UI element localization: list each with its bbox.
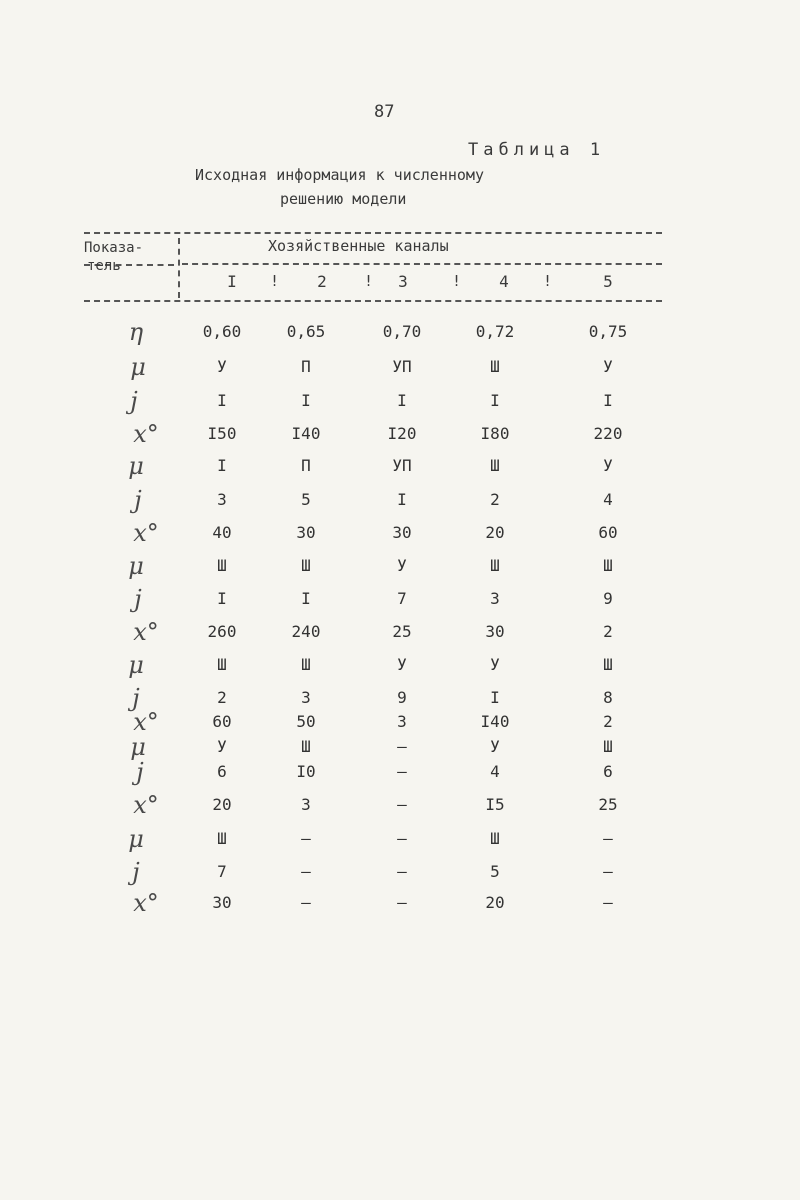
table-title-line1: Исходная информация к численному	[195, 166, 484, 184]
table-cell: I80	[480, 424, 510, 443]
table-cell: 25	[598, 795, 618, 814]
table-label: Таблица 1	[468, 140, 606, 160]
table-cell: 9	[397, 688, 407, 707]
table-cell: I	[397, 490, 407, 509]
table-cell: 20	[485, 523, 505, 542]
table-cell: У	[397, 655, 407, 674]
table-cell: Ш	[301, 556, 311, 575]
column-separator: !	[364, 272, 374, 290]
table-cell: 3	[301, 795, 311, 814]
table-cell: У	[490, 655, 500, 674]
row-label: j	[134, 585, 142, 613]
table-cell: –	[397, 737, 407, 756]
header-bottom-rule	[84, 300, 662, 302]
table-cell: 0,65	[286, 322, 326, 341]
table-cell: I	[301, 589, 311, 608]
table-cell: 20	[485, 893, 505, 912]
table-cell: Ш	[490, 829, 500, 848]
table-cell: –	[397, 862, 407, 881]
table-cell: 7	[397, 589, 407, 608]
row-label: j	[134, 486, 142, 514]
table-cell: 0,75	[588, 322, 628, 341]
table-cell: У	[490, 737, 500, 756]
table-cell: Ш	[301, 737, 311, 756]
row-label: μ	[130, 353, 146, 381]
column-header-3: 3	[398, 272, 408, 291]
table-cell: 3	[490, 589, 500, 608]
table-cell: –	[301, 862, 311, 881]
table-cell: 4	[603, 490, 613, 509]
table-cell: 0,60	[202, 322, 242, 341]
table-cell: I	[217, 589, 227, 608]
row-label: μ	[128, 452, 144, 480]
table-cell: Ш	[603, 556, 613, 575]
table-cell: I	[490, 391, 500, 410]
table-cell: 9	[603, 589, 613, 608]
table-cell: Ш	[490, 357, 500, 376]
table-cell: 2	[603, 622, 613, 641]
table-cell: 5	[490, 862, 500, 881]
row-label: η	[128, 318, 144, 346]
table-cell: I	[603, 391, 613, 410]
header-vertical-rule	[178, 238, 180, 298]
table-cell: 20	[212, 795, 232, 814]
table-cell: 30	[392, 523, 412, 542]
row-label: j	[132, 858, 140, 886]
table-cell: I	[301, 391, 311, 410]
table-cell: –	[397, 893, 407, 912]
row-label: μ	[128, 825, 144, 853]
channels-rule	[182, 263, 662, 265]
table-cell: 6	[603, 762, 613, 781]
row-label: x°	[133, 889, 159, 917]
row-label: x°	[133, 708, 159, 736]
column-header-4: 4	[499, 272, 509, 291]
table-cell: Ш	[217, 655, 227, 674]
column-separator: !	[452, 272, 462, 290]
row-label: μ	[128, 552, 144, 580]
table-cell: 3	[217, 490, 227, 509]
table-cell: У	[217, 357, 227, 376]
table-top-rule	[84, 232, 662, 234]
table-cell: –	[397, 795, 407, 814]
table-cell: –	[603, 829, 613, 848]
table-cell: 2	[603, 712, 613, 731]
table-cell: 260	[207, 622, 237, 641]
row-label: j	[132, 684, 140, 712]
table-cell: Ш	[217, 556, 227, 575]
table-cell: 4	[490, 762, 500, 781]
table-cell: –	[301, 829, 311, 848]
table-cell: I40	[480, 712, 510, 731]
table-cell: I0	[296, 762, 316, 781]
channels-header: Хозяйственные каналы	[268, 237, 449, 255]
row-label: j	[136, 758, 144, 786]
indicator-header-line1: Показа-	[84, 240, 144, 256]
table-cell: 3	[301, 688, 311, 707]
table-cell: 40	[212, 523, 232, 542]
table-cell: Ш	[490, 556, 500, 575]
column-header-1: I	[227, 272, 237, 291]
table-cell: 2	[490, 490, 500, 509]
table-cell: У	[603, 357, 613, 376]
row-label: j	[130, 387, 138, 415]
table-cell: –	[397, 829, 407, 848]
row-label: x°	[133, 791, 159, 819]
row-label: x°	[133, 519, 159, 547]
table-cell: 7	[217, 862, 227, 881]
column-header-2: 2	[317, 272, 327, 291]
table-cell: I	[217, 456, 227, 475]
table-cell: I50	[207, 424, 237, 443]
table-cell: I20	[387, 424, 417, 443]
table-cell: П	[301, 357, 311, 376]
table-cell: 0,70	[382, 322, 422, 341]
column-separator: !	[270, 272, 280, 290]
table-cell: I	[397, 391, 407, 410]
table-cell: –	[603, 862, 613, 881]
table-cell: Ш	[603, 655, 613, 674]
table-cell: П	[301, 456, 311, 475]
table-cell: Ш	[301, 655, 311, 674]
table-cell: УП	[392, 456, 412, 475]
table-title-line2: решению модели	[280, 190, 407, 208]
table-cell: У	[603, 456, 613, 475]
table-cell: Ш	[603, 737, 613, 756]
table-cell: 8	[603, 688, 613, 707]
table-cell: I40	[291, 424, 321, 443]
table-cell: 25	[392, 622, 412, 641]
table-cell: 220	[593, 424, 623, 443]
table-cell: 50	[296, 712, 316, 731]
table-cell: I5	[485, 795, 505, 814]
table-cell: У	[217, 737, 227, 756]
row-label: μ	[128, 651, 144, 679]
column-separator: !	[543, 272, 553, 290]
row-label: μ	[130, 733, 146, 761]
table-cell: 2	[217, 688, 227, 707]
row-label: x°	[133, 420, 159, 448]
table-cell: 0,72	[475, 322, 515, 341]
table-cell: 30	[212, 893, 232, 912]
row-label: x°	[133, 618, 159, 646]
indicator-header-line2: тель	[87, 258, 121, 274]
page-number: 87	[374, 102, 395, 122]
table-cell: –	[603, 893, 613, 912]
table-cell: Ш	[490, 456, 500, 475]
table-cell: I	[217, 391, 227, 410]
table-cell: 60	[212, 712, 232, 731]
table-cell: 5	[301, 490, 311, 509]
table-cell: 30	[485, 622, 505, 641]
table-cell: УП	[392, 357, 412, 376]
table-cell: 30	[296, 523, 316, 542]
table-cell: 240	[291, 622, 321, 641]
table-cell: 60	[598, 523, 618, 542]
table-cell: Ш	[217, 829, 227, 848]
table-cell: –	[301, 893, 311, 912]
column-header-5: 5	[603, 272, 613, 291]
table-cell: –	[397, 762, 407, 781]
table-cell: 6	[217, 762, 227, 781]
table-cell: 3	[397, 712, 407, 731]
table-cell: У	[397, 556, 407, 575]
table-cell: I	[490, 688, 500, 707]
